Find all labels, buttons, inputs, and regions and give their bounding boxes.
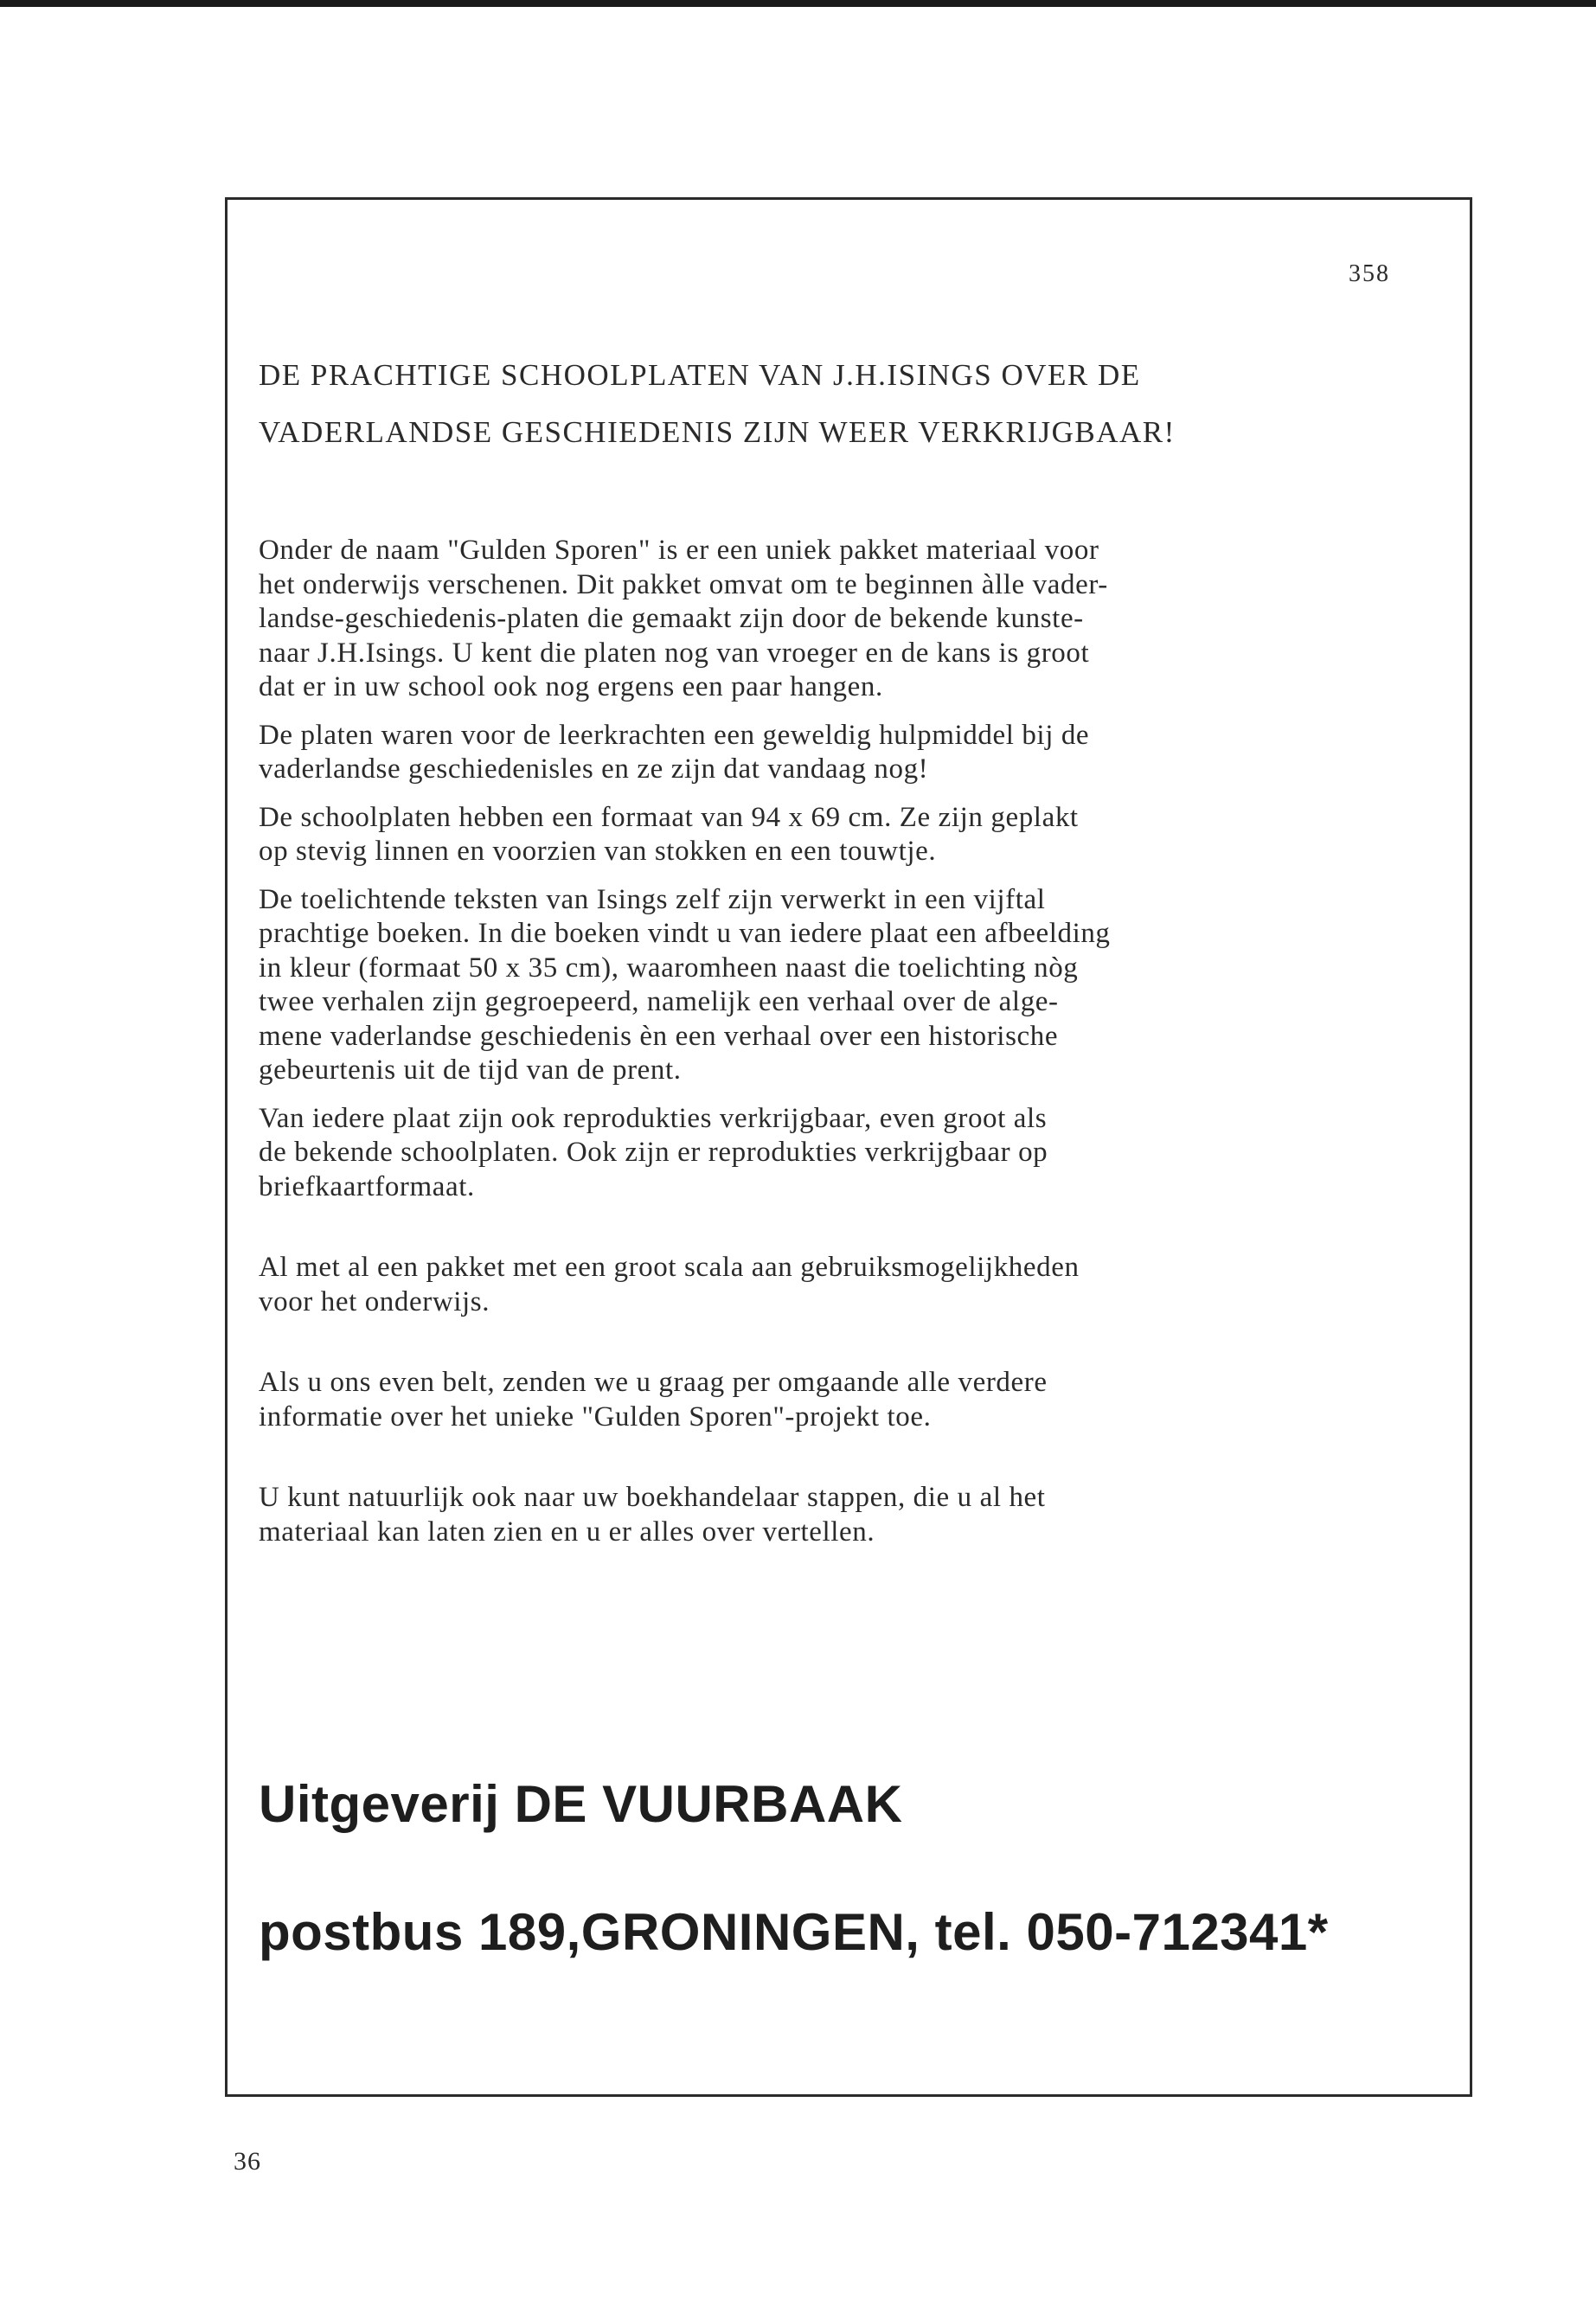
paragraph-bookseller (259, 1481, 1461, 1549)
paragraph-line: voor het onderwijs. (259, 1285, 490, 1317)
paragraph-line: prachtige boeken. In die boeken vindt u van iedere plaat een afbeelding (259, 918, 1111, 949)
paragraph-line: naar J.H.Isings. U kent die platen nog van vroeger en de kans is groot (259, 637, 1090, 669)
paragraph-line: twee verhalen zijn gegroepeerd, namelijk een verhaal over de alge- (259, 986, 1059, 1017)
paragraph-line: de bekende schoolplaten. Ook zijn er reprodukties verkrijgbaar op (259, 1137, 1048, 1168)
paragraph-call-us (259, 1366, 1461, 1434)
paragraph-line: De toelichtende teksten van Isings zelf zijn verwerkt in een vijftal (259, 883, 1046, 915)
paragraph-teaching-aid (259, 719, 1461, 787)
paragraph-line: U kunt natuurlijk ook naar uw boekhandelaar stappen, die u al het (259, 1482, 1046, 1513)
paragraph-line: briefkaartformaat. (259, 1170, 475, 1202)
paragraph-line: vaderlandse geschiedenisles en ze zijn dat vandaag nog! (259, 753, 929, 785)
paragraph-line: mene vaderlandse geschiedenis èn een verhaal over een historische (259, 1020, 1059, 1052)
paragraph-line: gebeurtenis uit de tijd van de prent. (259, 1054, 682, 1086)
paragraph-line: De schoolplaten hebben een formaat van 94 x 69 cm. Ze zijn geplakt (259, 801, 1079, 833)
publisher-address: postbus 189,GRONINGEN, tel. 050-712341* (259, 1903, 1329, 1961)
paragraph-summary (259, 1251, 1461, 1319)
paragraph-line: Als u ons even belt, zenden we u graag per omgaande alle verdere (259, 1367, 1048, 1398)
paragraph-line: materiaal kan laten zien en u er alles over vertellen. (259, 1516, 875, 1548)
paragraph-line: informatie over het unieke "Gulden Sporen"-projekt toe. (259, 1400, 932, 1433)
paragraph-line: landse-geschiedenis-platen die gemaakt zijn door de bekende kunste- (259, 603, 1084, 634)
top-edge-rule (0, 0, 1596, 7)
paragraph-line: op stevig linnen en voorzien van stokken en een touwtje. (259, 836, 937, 867)
paragraph-line: Al met al een pakket met een groot scala aan gebruiksmogelijkheden (259, 1252, 1080, 1283)
box-page-number: 358 (1349, 260, 1390, 287)
paragraph-books (259, 883, 1461, 1088)
footer-page-number: 36 (234, 2147, 261, 2176)
paragraph-format (259, 801, 1461, 869)
paragraph-line: in kleur (formaat 50 x 35 cm), waaromheen naast die toelichting nòg (259, 952, 1079, 984)
headline (259, 347, 1444, 461)
paragraph-line: het onderwijs verschenen. Dit pakket omvat om te beginnen àlle vader- (259, 568, 1108, 600)
paragraph-intro (259, 534, 1461, 705)
paragraph-reproductions (259, 1102, 1461, 1205)
advertisement-box (225, 197, 1472, 2097)
paragraph-line: dat er in uw school ook nog ergens een paar hangen. (259, 671, 883, 702)
headline-line-1: DE PRACHTIGE SCHOOLPLATEN VAN J.H.ISINGS OVER DE (259, 358, 1141, 392)
headline-line-2: VADERLANDSE GESCHIEDENIS ZIJN WEER VERKRIJGBAAR! (259, 415, 1176, 449)
body-text (259, 534, 1461, 1563)
paragraph-line: Onder de naam "Gulden Sporen" is er een uniek pakket materiaal voor (259, 535, 1099, 566)
publisher-name: Uitgeverij DE VUURBAAK (259, 1775, 903, 1833)
paragraph-line: De platen waren voor de leerkrachten een geweldig hulpmiddel bij de (259, 719, 1090, 751)
paragraph-line: Van iedere plaat zijn ook reprodukties verkrijgbaar, even groot als (259, 1102, 1048, 1134)
